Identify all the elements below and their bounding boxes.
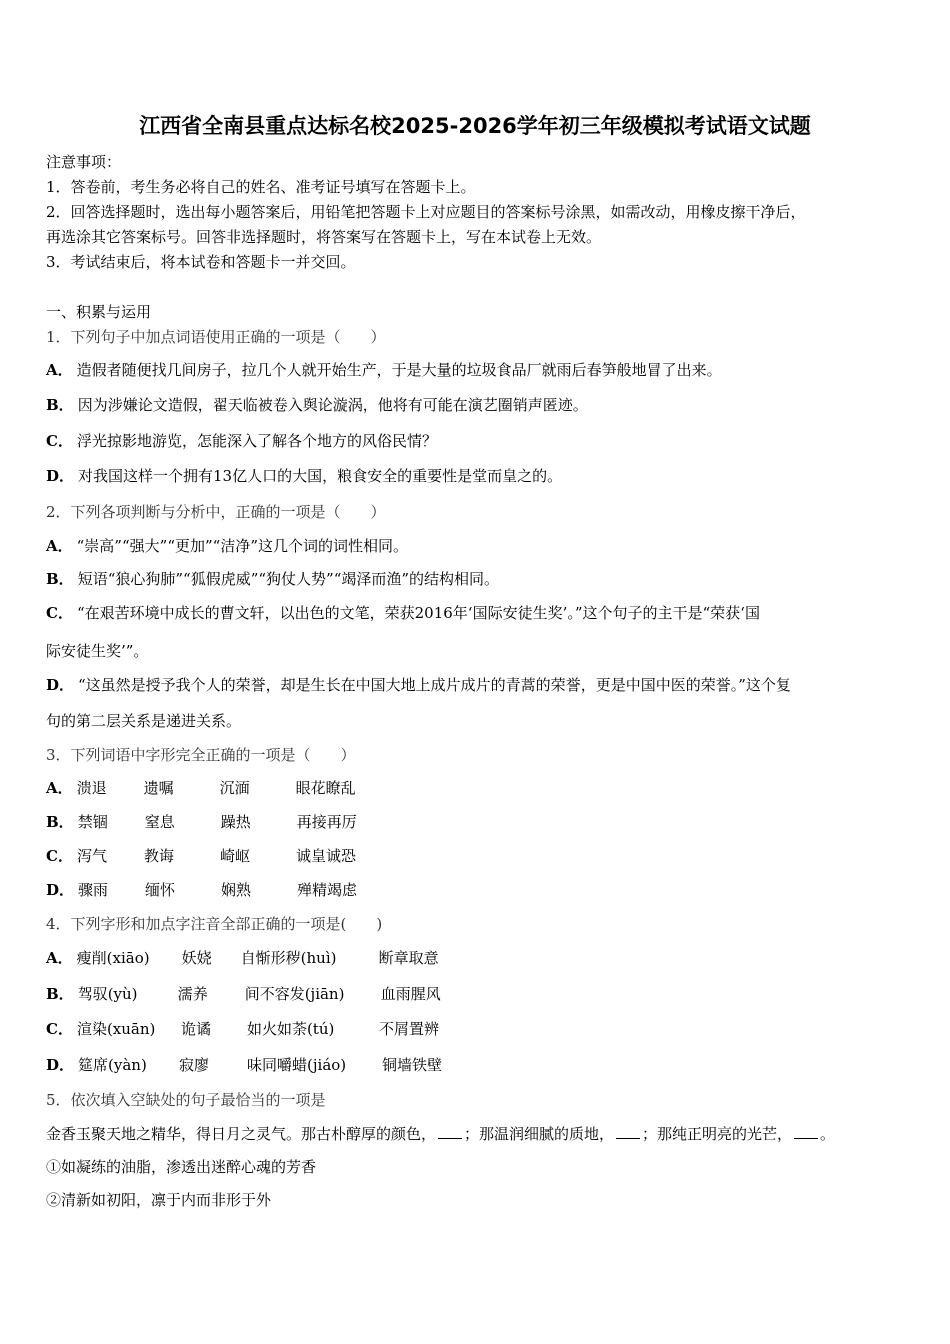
option-label: D．	[46, 1056, 75, 1074]
q3-option-d	[46, 880, 357, 900]
option-word: 味同嚼蜡(jiáo)	[247, 1056, 347, 1074]
q1-option-a	[46, 360, 722, 380]
question-4-stem: 4．下列字形和加点字注音全部正确的一项是( )	[46, 915, 383, 933]
option-word: 断章取意	[378, 949, 439, 967]
option-word: 骤雨	[78, 881, 109, 899]
option-word: 筵席(yàn)	[78, 1056, 147, 1074]
q5-choice: ①如凝练的油脂，渗透出迷醉心魂的芳香	[46, 1158, 317, 1176]
option-word: 自惭形秽(huì)	[240, 949, 337, 967]
q4-option-b	[46, 984, 441, 1004]
option-word: 诡谲	[180, 1020, 211, 1038]
option-text: 际安徒生奖’”。	[46, 642, 149, 660]
q4-option-a	[46, 948, 439, 968]
notice-item: 2．回答选择题时，选出每小题答案后，用铅笔把答题卡上对应题目的答案标号涂黑，如需改动，用橡皮擦干净后，	[46, 203, 806, 221]
option-label: C．	[46, 847, 73, 865]
option-word: 殚精竭虑	[297, 881, 358, 899]
q4-option-c	[46, 1019, 439, 1039]
option-word: 妖娆	[181, 949, 212, 967]
q3-option-c	[46, 846, 356, 866]
q3-option-a	[46, 778, 356, 798]
q1-option-b	[46, 395, 588, 415]
notice-item: 1．答卷前，考生务必将自己的姓名、准考证号填写在答题卡上。	[46, 178, 476, 196]
option-label: B．	[46, 813, 74, 831]
option-label: A．	[46, 949, 73, 967]
question-2-stem: 2．下列各项判断与分析中，正确的一项是（ ）	[46, 503, 386, 521]
question-3-stem: 3．下列词语中字形完全正确的一项是（ ）	[46, 746, 356, 764]
option-label: B．	[46, 985, 74, 1003]
option-word: 再接再厉	[296, 813, 357, 831]
option-word: 躁热	[220, 813, 251, 831]
option-text: “崇高”“强大”“更加”“洁净”这几个词的词性相同。	[76, 537, 408, 555]
option-label: A．	[46, 537, 73, 555]
notice-item: 再选涂其它答案标号。回答非选择题时，将答案写在答题卡上，写在本试卷上无效。	[46, 228, 602, 246]
option-label: A．	[46, 779, 73, 797]
option-word: 禁锢	[77, 813, 108, 831]
option-word: 娴熟	[221, 881, 252, 899]
option-label: D．	[46, 676, 75, 694]
option-word: 眼花瞭乱	[295, 779, 356, 797]
q2-option-c-cont	[46, 641, 148, 661]
passage-text: 。	[820, 1125, 836, 1143]
q3-option-b	[46, 812, 357, 832]
option-text: “在艰苦环境中成长的曹文轩，以出色的文笔，荣获2016年‘国际安徒生奖’。”这个句子的主干是“荣获‘国	[76, 604, 760, 622]
option-word: 濡养	[177, 985, 208, 1003]
option-text: 浮光掠影地游览，怎能深入了解各个地方的风俗民情？	[76, 432, 437, 450]
option-word: 遗嘱	[143, 779, 174, 797]
option-word: 血雨腥风	[380, 985, 441, 1003]
answer-blank	[794, 1124, 818, 1139]
option-word: 教诲	[143, 847, 174, 865]
question-1-stem: 1．下列句子中加点词语使用正确的一项是（ ）	[46, 328, 386, 346]
q2-option-d	[46, 675, 791, 695]
option-label: D．	[46, 881, 75, 899]
option-text: 造假者随便找几间房子，拉几个人就开始生产，于是大量的垃圾食品厂就雨后春笋般地冒了出来。	[76, 361, 722, 379]
q4-option-d	[46, 1055, 442, 1075]
option-word: 泻气	[76, 847, 107, 865]
notice-heading: 注意事项：	[46, 153, 122, 171]
option-word: 寂廖	[179, 1056, 210, 1074]
option-text: 对我国这样一个拥有13亿人口的大国，粮食安全的重要性是堂而皇之的。	[78, 467, 563, 485]
passage-text: ；那温润细腻的质地，	[464, 1125, 615, 1143]
q5-passage	[46, 1124, 835, 1144]
option-word: 渲染(xuān)	[76, 1020, 156, 1038]
option-label: C．	[46, 604, 73, 622]
question-5-stem: 5．依次填入空缺处的句子最恰当的一项是	[46, 1091, 326, 1109]
option-label: C．	[46, 432, 73, 450]
passage-text: 金香玉聚天地之精华，得日月之灵气。那古朴醇厚的颜色，	[46, 1125, 437, 1143]
option-label: B．	[46, 570, 74, 588]
option-text: 短语“狼心狗肺”“狐假虎威”“狗仗人势”“竭泽而渔”的结构相同。	[77, 570, 500, 588]
option-label: A．	[46, 361, 73, 379]
option-word: 沉湎	[219, 779, 250, 797]
option-word: 如火如荼(tú)	[246, 1020, 335, 1038]
answer-blank	[438, 1124, 462, 1139]
option-label: D．	[46, 467, 75, 485]
page-title: 江西省全南县重点达标名校2025-2026学年初三年级模拟考试语文试题	[139, 114, 811, 138]
q5-choice: ②清新如初阳，凛于内而非形于外	[46, 1191, 272, 1209]
passage-text: ；那纯正明亮的光芒，	[642, 1125, 793, 1143]
q1-option-d	[46, 466, 562, 486]
option-word: 窒息	[144, 813, 175, 831]
option-word: 驾驭(yù)	[77, 985, 138, 1003]
option-label: C．	[46, 1020, 73, 1038]
option-text: 因为涉嫌论文造假，翟天临被卷入舆论漩涡，他将有可能在演艺圈销声匿迹。	[77, 396, 588, 414]
option-text: 句的第二层关系是递进关系。	[46, 712, 242, 730]
option-word: 铜墙铁壁	[382, 1056, 443, 1074]
option-label: B．	[46, 396, 74, 414]
q1-option-c	[46, 431, 437, 451]
option-word: 崎岖	[219, 847, 250, 865]
option-word: 间不容发(jiān)	[244, 985, 345, 1003]
q2-option-c	[46, 603, 760, 623]
answer-blank	[616, 1124, 640, 1139]
notice-item: 3．考试结束后，将本试卷和答题卡一并交回。	[46, 253, 356, 271]
option-word: 瘦削(xiāo)	[76, 949, 150, 967]
q2-option-a	[46, 536, 408, 556]
option-word: 诚皇诚恐	[295, 847, 356, 865]
q2-option-b	[46, 569, 499, 589]
section-heading: 一、积累与运用	[46, 303, 152, 321]
option-word: 不屑置辨	[378, 1020, 439, 1038]
q2-option-d-cont	[46, 711, 241, 731]
option-text: “这虽然是授予我个人的荣誉，却是生长在中国大地上成片成片的青蒿的荣誉，更是中国中医的荣誉。”这个复	[78, 676, 791, 694]
option-word: 缅怀	[145, 881, 176, 899]
option-word: 溃退	[76, 779, 107, 797]
